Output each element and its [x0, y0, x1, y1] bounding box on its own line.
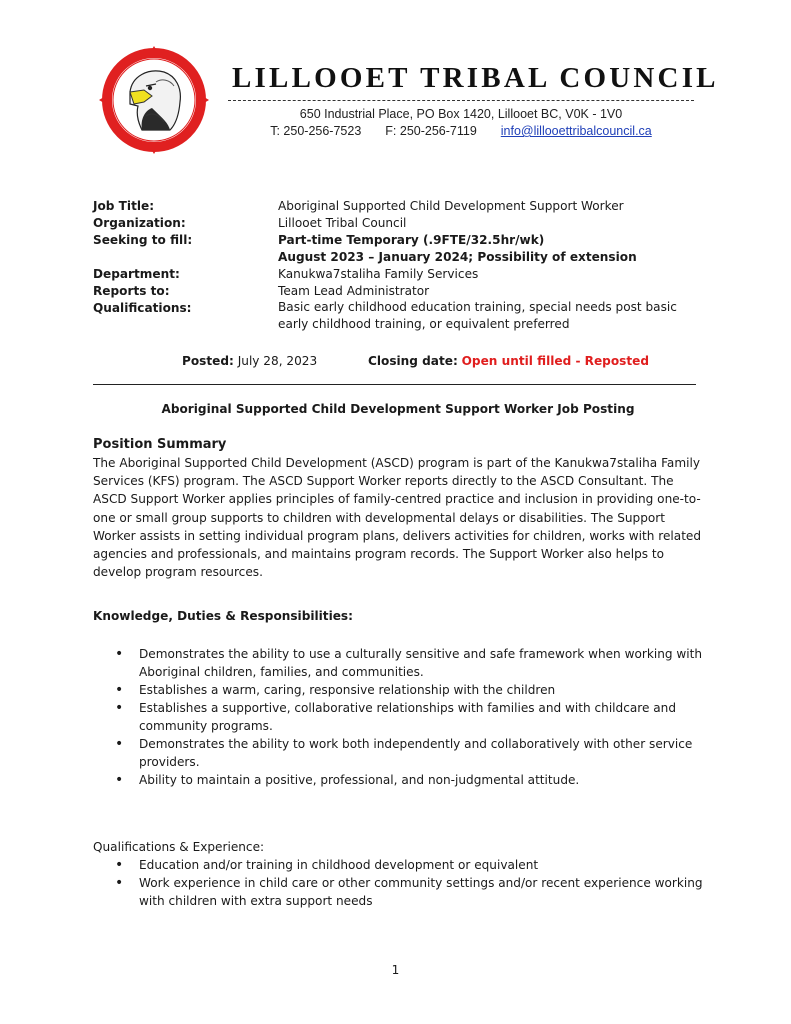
contact-line: [228, 124, 694, 138]
organization-value: Lillooet Tribal Council: [278, 216, 407, 230]
duties-list: [93, 645, 703, 789]
page-number: 1: [391, 963, 400, 977]
department-value: Kanukwa7staliha Family Services: [278, 267, 479, 281]
list-item: • Work experience in child care or other community settings and/or recent experience working with children with extra support needs: [93, 874, 703, 910]
organization-label: Organization:: [93, 216, 186, 230]
phone: T: 250-256-7523: [270, 124, 362, 138]
list-item: • Demonstrates the ability to work both independently and collaboratively with other service providers.: [93, 735, 703, 771]
position-summary-text: The Aboriginal Supported Child Development (ASCD) program is part of the Kanukwa7staliha Family Services (KFS) program. The ASCD Support Worker reports directly to the ASCD Consultant. The ASCD Support Worker applies principles of family-centred practice and inclusion in providing one-to-one or small group supports to children with developmental delays or disabilities. The Support Worker assists in setting individual program plans, delivers activities for children, works with related agencies and professionals, and maintains program records. The Support Worker also helps to develop program resources.: [93, 456, 702, 580]
qualifications-experience-section: [93, 838, 703, 910]
closing-date: [368, 352, 649, 370]
duties-heading: Knowledge, Duties & Responsibilities:: [93, 609, 353, 623]
duties-section: [93, 607, 703, 789]
posted-value: July 28, 2023: [237, 354, 318, 368]
letterhead-divider: [228, 100, 694, 101]
horizontal-rule: [93, 384, 696, 385]
reports-to-value: Team Lead Administrator: [278, 284, 430, 298]
email-link[interactable]: info@lillooettribalcouncil.ca: [500, 124, 652, 138]
job-title-label: Job Title:: [93, 199, 155, 213]
qualifications-value: Basic early childhood education training, special needs post basic early childhood training, or equivalent preferred: [278, 300, 677, 331]
closing-value: Open until filled - Reposted: [461, 354, 649, 368]
reports-to-label: Reports to:: [93, 284, 170, 298]
posting-title: Aboriginal Supported Child Development Support Worker Job Posting: [161, 402, 635, 416]
department-label: Department:: [93, 267, 180, 281]
closing-label: Closing date:: [368, 354, 458, 368]
list-item: • Demonstrates the ability to use a culturally sensitive and safe framework when working with Aboriginal children, families, and communities.: [93, 645, 703, 681]
seeking-value-line1: Part-time Temporary (.9FTE/32.5hr/wk): [278, 233, 545, 247]
organization-name: LILLOOET TRIBAL COUNCIL: [232, 62, 719, 94]
fax: F: 250-256-7119: [385, 124, 477, 138]
eagle-seal-logo-icon: [86, 46, 222, 154]
list-item: • Ability to maintain a positive, professional, and non-judgmental attitude.: [93, 771, 703, 789]
position-summary-heading: Position Summary: [93, 437, 227, 452]
job-title-value: Aboriginal Supported Child Development Support Worker: [278, 199, 624, 213]
posted-label: Posted:: [182, 354, 234, 368]
qualifications-experience-heading: Qualifications & Experience:: [93, 840, 265, 854]
list-item: • Establishes a supportive, collaborative relationships with families and with childcare and community programs.: [93, 699, 703, 735]
posted-date: [182, 352, 317, 370]
qualifications-label: Qualifications:: [93, 301, 192, 315]
seeking-label: Seeking to fill:: [93, 233, 193, 247]
qualifications-experience-list: [93, 856, 703, 910]
seeking-value-line2: August 2023 – January 2024; Possibility of extension: [278, 250, 637, 264]
list-item: • Establishes a warm, caring, responsive relationship with the children: [93, 681, 703, 699]
position-summary-section: [93, 436, 703, 581]
address: 650 Industrial Place, PO Box 1420, Lillooet BC, V0K - 1V0: [299, 107, 623, 121]
list-item: • Education and/or training in childhood development or equivalent: [93, 856, 703, 874]
